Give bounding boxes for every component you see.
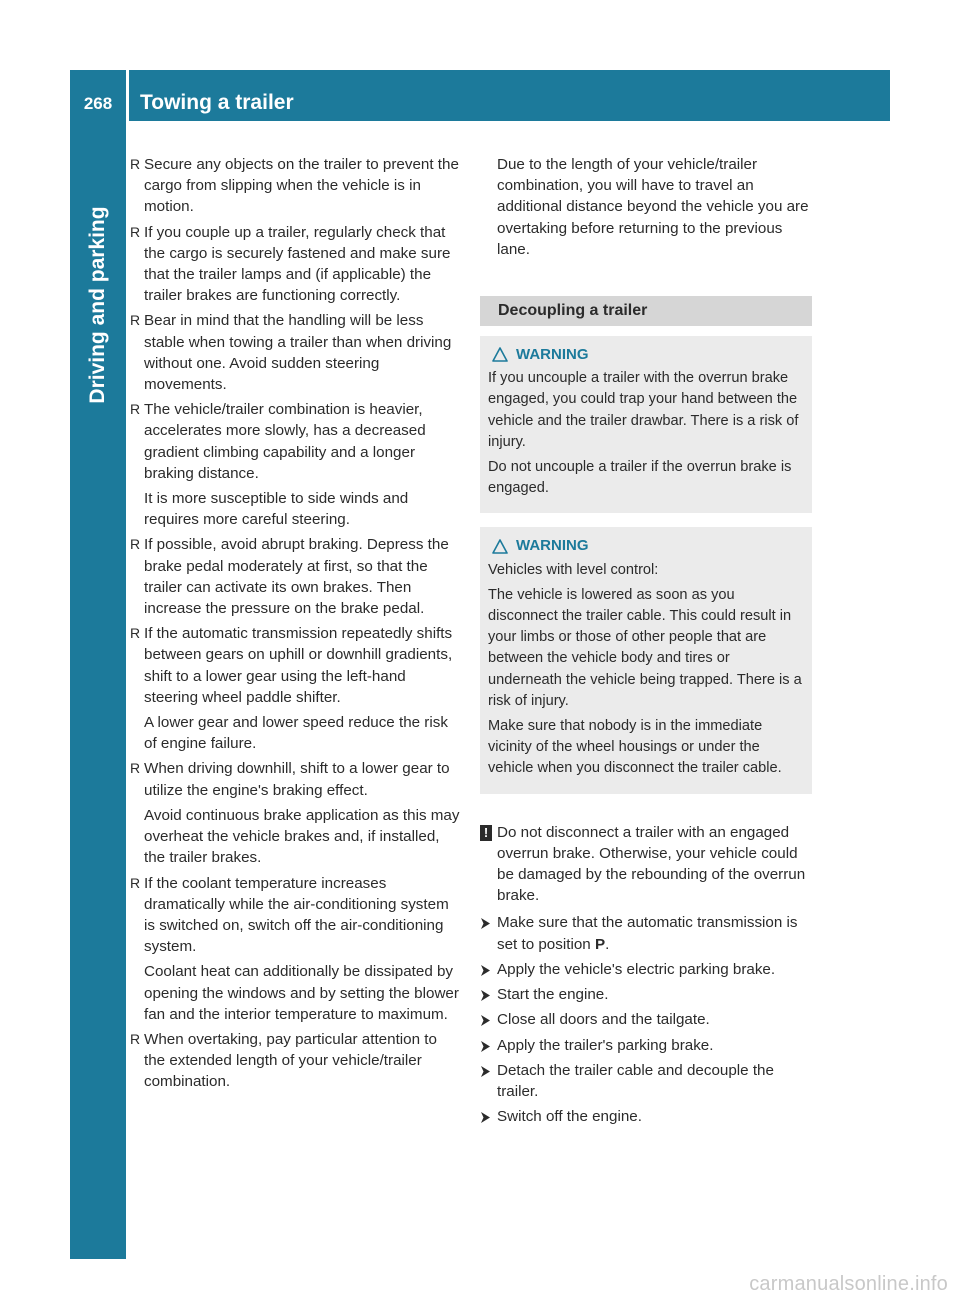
damage-notice: ! Do not disconnect a trailer with an engaged overrun brake. Otherwise, your vehicle could be damaged by the rebounding of the overrun brake. — [480, 822, 812, 907]
warning-text: Vehicles with level control: — [488, 561, 659, 578]
bullet-mark: R — [130, 1030, 141, 1047]
exclamation-icon: ! — [480, 825, 492, 841]
step-arrow-icon — [481, 1066, 490, 1077]
step-arrow-icon — [481, 918, 490, 929]
step-item: Start the engine. — [480, 984, 812, 1005]
step-item: Switch off the engine. — [480, 1106, 812, 1127]
warning-triangle-icon — [492, 539, 508, 554]
bullet-mark: R — [130, 536, 141, 553]
page-title: Towing a trailer — [140, 91, 294, 114]
right-column — [480, 154, 812, 1131]
list-item: R If possible, avoid abrupt braking. Depress the brake pedal moderately at first, so that the trailer can activate its own brakes. Then increase the pressure on the brake pedal. — [130, 536, 449, 618]
list-item-note: Coolant heat can additionally be dissipated by opening the windows and by setting the blower fan and the interior temperature to maximum. — [144, 963, 459, 1023]
watermark: carmanualsonline.info — [749, 1273, 948, 1295]
list-item-note: A lower gear and lower speed reduce the risk of engine failure. — [144, 714, 448, 753]
bullet-mark: R — [130, 401, 141, 418]
step-item: Apply the vehicle's electric parking brake. — [480, 959, 812, 980]
step-item: Make sure that the automatic transmission is set to position P. — [480, 912, 812, 954]
step-arrow-icon — [481, 990, 490, 1001]
list-item: R When overtaking, pay particular attention to the extended length of your vehicle/trailer combination. — [130, 1030, 437, 1091]
step-arrow-icon — [481, 1112, 490, 1123]
step-arrow-icon — [481, 965, 490, 976]
left-column — [130, 154, 462, 1097]
page-number: 268 — [83, 94, 113, 113]
list-item-note: It is more susceptible to side winds and requires more careful steering. — [144, 490, 409, 529]
warning-text: The vehicle is lowered as soon as you disconnect the trailer cable. This could result in your limbs or those of other people that are between the vehicle body and tires or underneath the vehicle being trapped. There is a risk of injury. — [488, 586, 802, 709]
bullet-mark: R — [130, 874, 141, 891]
list-item: R If you couple up a trailer, regularly check that the cargo is securely fastened and make sure that the trailer lamps and (if applicable) the trailer brakes are functioning correctly. — [130, 223, 451, 305]
list-item-note: Avoid continuous brake application as this may overheat the vehicle brakes and, if installed, the trailer brakes. — [144, 806, 460, 867]
list-item: R When driving downhill, shift to a lower gear to utilize the engine's braking effect. — [130, 760, 450, 799]
warning-box — [480, 527, 812, 793]
side-tab-label — [70, 130, 126, 480]
warning-text: If you uncouple a trailer with the overrun brake engaged, you could trap your hand between the vehicle and the trailer drawbar. There is a risk of injury. — [488, 370, 799, 450]
bullet-mark: R — [130, 223, 141, 240]
list-item: R If the automatic transmission repeatedly shifts between gears on uphill or downhill gradients, shift to a lower gear using the left-hand steering wheel paddle shifter. — [130, 625, 453, 706]
header-divider — [126, 70, 129, 121]
step-item: Apply the trailer's parking brake. — [480, 1035, 812, 1056]
warning-title: WARNING — [488, 344, 804, 365]
warning-triangle-icon — [492, 347, 508, 362]
step-item: Close all doors and the tailgate. — [480, 1009, 812, 1030]
step-item: Detach the trailer cable and decouple the trailer. — [480, 1060, 812, 1102]
warning-text: Make sure that nobody is in the immediate vicinity of the wheel housings or under the vehicle when you disconnect the trailer cable. — [488, 718, 782, 777]
list-item: R Secure any objects on the trailer to prevent the cargo from slipping when the vehicle is in motion. — [130, 156, 459, 216]
overtaking-note: Due to the length of your vehicle/trailer combination, you will have to travel an additional distance beyond the vehicle you are overtaking before returning to the previous lane. — [497, 156, 809, 258]
step-arrow-icon — [481, 1041, 490, 1052]
warning-box — [480, 336, 812, 513]
list-item: R Bear in mind that the handling will be less stable when towing a trailer than when driving without one. Avoid sudden steering movements. — [130, 312, 452, 394]
step-arrow-icon — [481, 1015, 490, 1026]
list-item: R If the coolant temperature increases dramatically while the air-conditioning system is switched on, switch off the air-conditioning system. — [130, 874, 449, 956]
bullet-mark: R — [130, 625, 141, 642]
bullet-mark: R — [130, 156, 141, 172]
section-heading: Decoupling a trailer — [480, 296, 812, 326]
list-item: R The vehicle/trailer combination is heavier, accelerates more slowly, has a decreased gradient climbing capability and a longer braking distance. — [130, 401, 426, 482]
bullet-mark: R — [130, 312, 141, 329]
warning-title: WARNING — [488, 535, 804, 556]
bullet-mark: R — [130, 760, 141, 777]
warning-text: Do not uncouple a trailer if the overrun brake is engaged. — [488, 459, 792, 497]
chapter-label: Driving and parking — [86, 206, 109, 404]
